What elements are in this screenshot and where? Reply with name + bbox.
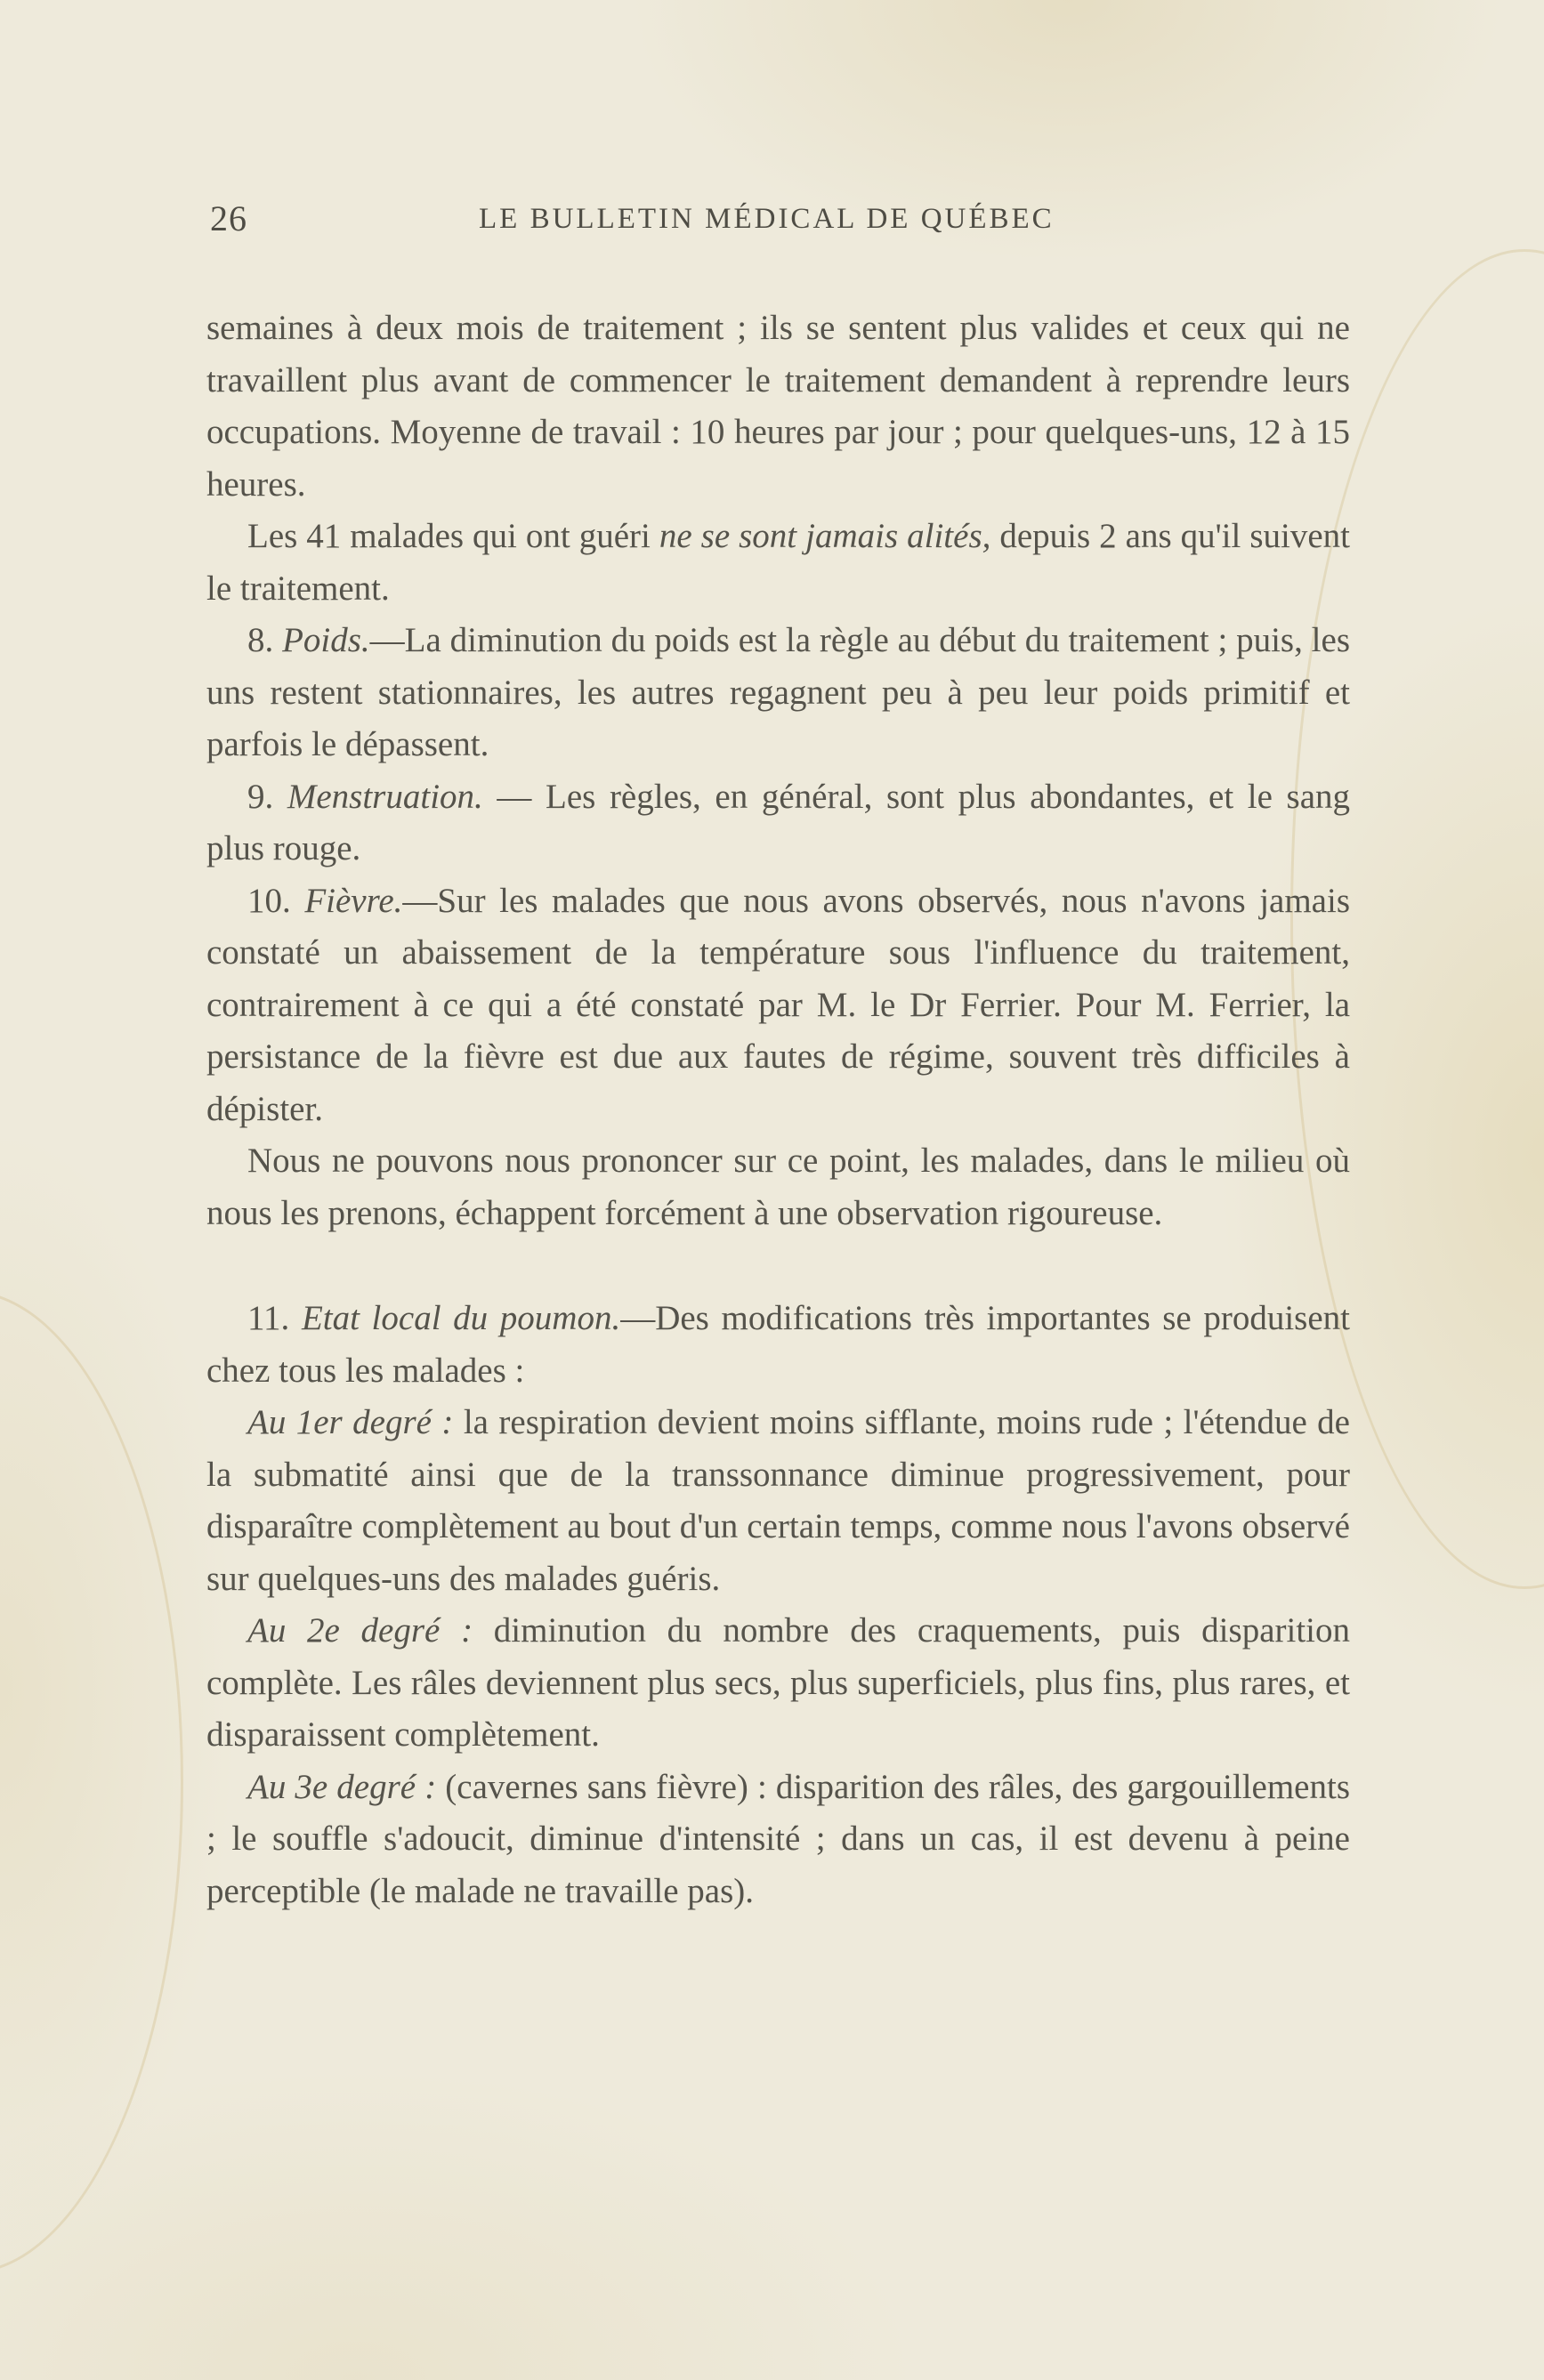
paragraph <box>206 1397 1350 1605</box>
paragraph-rest: — Les règles, en général, sont plus abondantes, et le sang plus rouge. <box>206 777 1351 867</box>
paragraph-lead: 9. <box>247 777 287 816</box>
paragraph-lead: 10. <box>247 881 305 920</box>
paragraph-rest: (cavernes sans fièvre) : disparition des râles, des gargouillements ; le souffle s'adoucit, diminue d'intensité ; dans un cas, il est devenu à peine perceptible (le malade ne travaille pas). <box>206 1767 1350 1910</box>
paragraph <box>206 1605 1350 1762</box>
section-heading-poids: Poids. <box>282 621 370 659</box>
paragraph <box>206 771 1350 875</box>
paragraph <box>206 1293 1350 1397</box>
section-heading-fievre: Fièvre. <box>304 881 403 920</box>
paragraph-text: semaines à deux mois de traitement ; ils se sentent plus valides et ceux qui ne travaillent plus avant de commencer le traitement demandent à reprendre leurs occupations. Moyenne de travail : 10 heures par jour ; pour quelques-uns, 12 à 15 heures. <box>206 309 1350 504</box>
paragraph-italic: ne se sont jamais alités, <box>659 517 991 555</box>
paragraph-lead: Les 41 malades qui ont guéri <box>247 517 659 555</box>
paragraph-rest: —Sur les malades que nous avons observés, nous n'avons jamais constaté un abaissement de la température sous l'influence du traitement, contrairement à ce qui a été constaté par M. le Dr Ferrier. Pour M. Ferrier, la persistance de la fièvre est due aux fautes de régime, souvent très difficiles à dépister. <box>206 881 1350 1128</box>
section-heading-menstruation: Menstruation. <box>287 777 483 816</box>
paragraph-rest: —Des modifications très importantes se produisent chez tous les malades : <box>206 1299 1351 1390</box>
paragraph <box>206 875 1350 1136</box>
paragraph <box>206 303 1350 511</box>
paragraph-rest: depuis 2 ans qu'il suivent le traitement. <box>206 517 1350 608</box>
paragraph <box>206 1135 1350 1239</box>
running-head: LE BULLETIN MÉDICAL DE QUÉBEC <box>479 203 1055 235</box>
section-heading-etat-local: Etat local du poumon. <box>301 1299 621 1337</box>
subheading-2e-degre: Au 2e degré : <box>247 1611 473 1650</box>
paragraph-rest: la respiration devient moins sifflante, moins rude ; l'étendue de la submatité ainsi que de la transsonnance diminue progressivement, pour disparaître complètement au bout d'un certain temps, comme nous l'avons observé sur quelques-uns des malades guéris. <box>206 1403 1350 1598</box>
paragraph-lead: 11. <box>247 1299 302 1337</box>
paragraph-rest: —La diminution du poids est la règle au début du traitement ; puis, les uns restent stationnaires, les autres regagnent peu à peu leur poids primitif et parfois le dépassent. <box>206 621 1350 763</box>
paragraph <box>206 511 1350 615</box>
body-text <box>206 303 1350 1917</box>
water-stain <box>0 1290 183 2274</box>
paragraph <box>206 1762 1350 1918</box>
page-number: 26 <box>210 198 247 238</box>
paragraph-rest: diminution du nombre des craquements, puis disparition complète. Les râles deviennent plus secs, plus superficiels, plus fins, plus rares, et disparaissent complètement. <box>206 1611 1351 1754</box>
paragraph <box>206 615 1350 771</box>
paragraph-lead: 8. <box>247 621 283 659</box>
subheading-3e-degre: Au 3e degré : <box>247 1767 437 1806</box>
subheading-1er-degre: Au 1er degré : <box>247 1403 454 1441</box>
paragraph-text: Nous ne pouvons nous prononcer sur ce point, les malades, dans le milieu où nous les prenons, échappent forcément à une observation rigoureuse. <box>206 1142 1350 1232</box>
